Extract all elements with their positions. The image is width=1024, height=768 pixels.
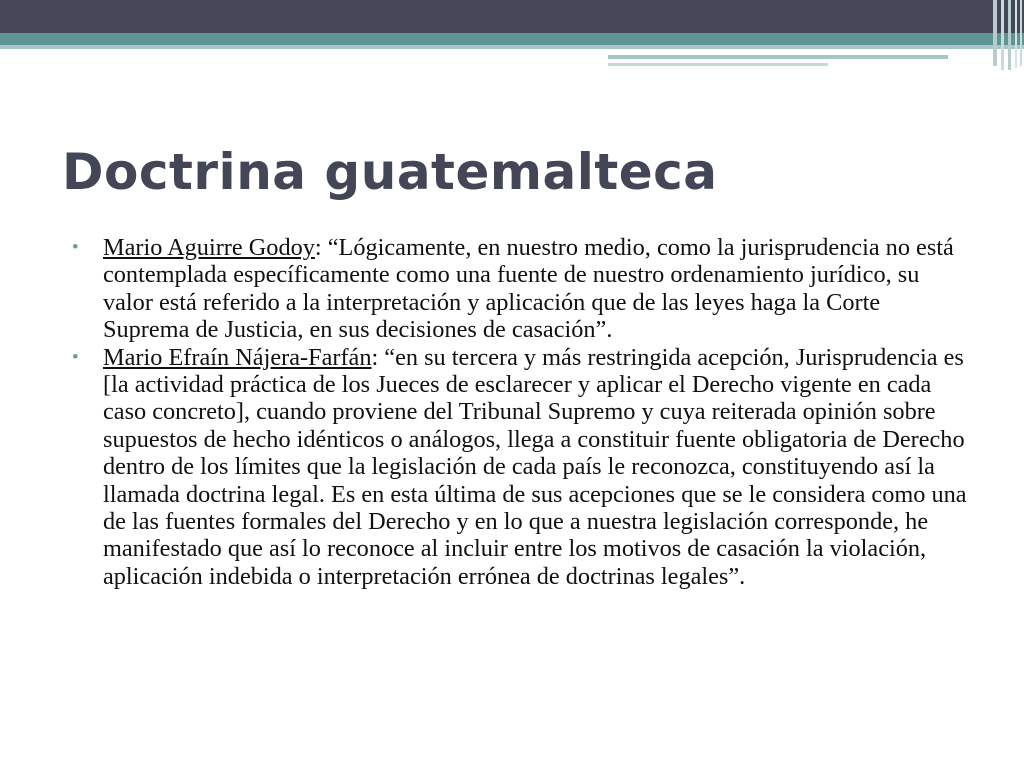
header-banner-light [0, 45, 1024, 49]
quote-text: : “Lógicamente, en nuestro medio, como la jurisprudencia no está contemplada específicamente como una fuente de nuestro ordenamiento jurídico, su valor está referido a la interpretación y aplicación que de las leyes haga la Corte Suprema de Justicia, en sus decisiones de casación”. [103, 234, 954, 344]
header-accent-line [608, 63, 828, 66]
bullet-dot-icon: • [72, 346, 79, 368]
author-name: Mario Efraín Nájera-Farfán [103, 343, 372, 371]
bullet-list [72, 234, 972, 590]
header-vertical-stripe [1020, 0, 1022, 66]
header-banner-teal [0, 33, 1024, 45]
bullet-item [72, 344, 972, 591]
slide-title: Doctrina guatemalteca [62, 143, 718, 201]
header-banner-dark [0, 0, 1024, 33]
bullet-item [72, 234, 972, 344]
header-vertical-stripe [1008, 0, 1011, 70]
bullet-dot-icon: • [72, 237, 79, 258]
header-vertical-stripe [1001, 0, 1004, 70]
header-vertical-stripe [1015, 0, 1017, 68]
header-vertical-stripe [993, 0, 997, 66]
author-name: Mario Aguirre Godoy [103, 234, 315, 261]
header-accent-line [608, 55, 948, 59]
quote-text: : “en su tercera y más restringida acepción, Jurisprudencia es [la actividad práctica de los Jueces de esclarecer y aplicar el Derecho vigente en cada caso concreto], cuando proviene del Tribunal Supremo y cuya reiterada opinión sobre supuestos de hecho idénticos o análogos, llega a constituir fuente obligatoria de Derecho dentro de los límites que la legislación de cada país le reconozca, constituyendo así la llamada doctrina legal. Es en esta última de sus acepciones que se le considera como una de las fuentes formales del Derecho y en lo que a nuestra legislación corresponde, he manifestado que así lo reconoce al incluir entre los motivos de casación la violación, aplicación indebida o interpretación errónea de doctrinas legales”. [103, 343, 967, 590]
